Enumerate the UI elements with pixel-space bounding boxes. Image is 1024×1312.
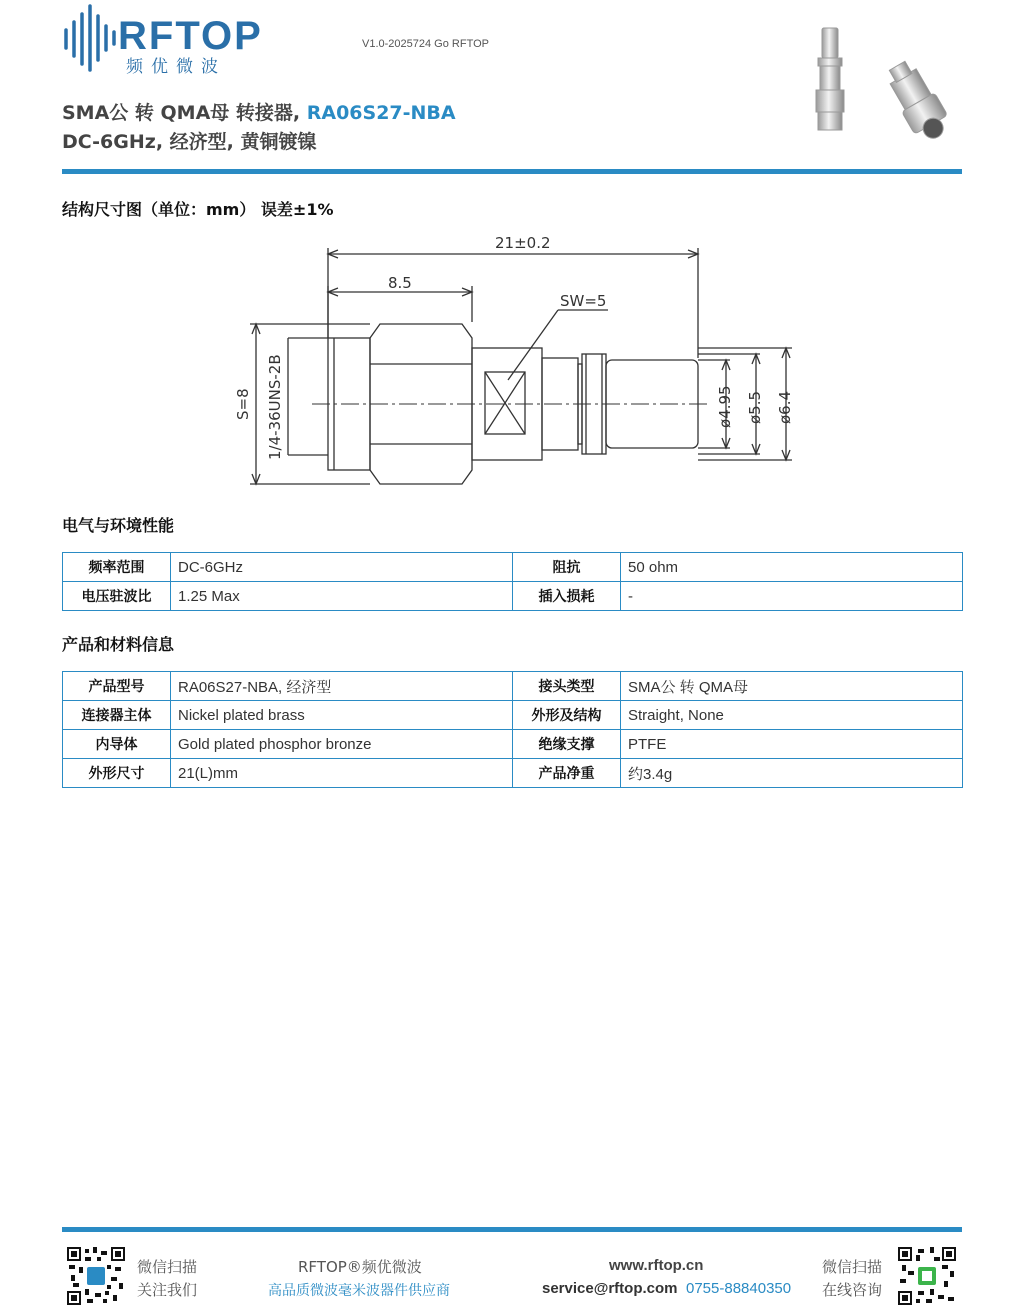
spec-value: Gold plated phosphor bronze	[171, 730, 513, 759]
dimension-drawing	[230, 230, 800, 490]
footer-company: RFTOP®频优微波	[298, 1258, 422, 1276]
section-title-electrical: 电气与环境性能	[62, 516, 175, 535]
footer-wechat-scan-right: 微信扫描	[822, 1258, 883, 1276]
brand-name: RFTOP	[118, 14, 263, 58]
table-row	[63, 730, 963, 759]
spec-value: 21(L)mm	[171, 759, 513, 788]
qr-code-icon[interactable]	[67, 1247, 125, 1305]
spec-value: RA06S27-NBA, 经济型	[171, 672, 513, 701]
spec-key: 产品净重	[513, 759, 621, 788]
product-title	[62, 98, 456, 125]
table-row	[63, 701, 963, 730]
part-number: RA06S27-NBA	[306, 102, 456, 124]
spec-value: SMA公 转 QMA母	[621, 672, 963, 701]
section-title-material: 产品和材料信息	[62, 635, 175, 654]
table-row	[63, 582, 963, 611]
thread-spec-label: 1/4-36UNS-2B	[266, 354, 284, 460]
product-subtitle: DC-6GHz, 经济型, 黄铜镀镍	[62, 131, 317, 153]
footer-consult: 在线咨询	[822, 1281, 883, 1299]
electrical-spec-table	[62, 552, 963, 611]
diameter-2-label: ø5.5	[746, 390, 764, 424]
spec-value: 50 ohm	[621, 553, 963, 582]
spec-key: 电压驻波比	[63, 582, 171, 611]
section-title-dimensions: 结构尺寸图（单位：mm） 误差±1%	[62, 200, 334, 219]
spec-value: Nickel plated brass	[171, 701, 513, 730]
product-photo	[798, 20, 964, 140]
overall-length-label: 21±0.2	[495, 234, 551, 252]
footer-wechat-scan-left: 微信扫描	[137, 1258, 198, 1276]
diameter-1-label: ø4.95	[716, 385, 734, 428]
spec-value: 约3.4g	[621, 759, 963, 788]
sma-length-label: 8.5	[388, 274, 412, 292]
material-spec-table	[62, 671, 963, 788]
spec-key: 阻抗	[513, 553, 621, 582]
qr-code-icon[interactable]	[898, 1247, 956, 1305]
rftop-logo-icon	[62, 2, 118, 72]
table-row	[63, 759, 963, 788]
brand-subtitle: 频优微波	[126, 57, 226, 77]
table-row	[63, 672, 963, 701]
version-label: V1.0-2025724 Go RFTOP	[362, 38, 489, 50]
spec-key: 接头类型	[513, 672, 621, 701]
hex-size-label: S=8	[234, 388, 252, 420]
footer-website-link[interactable]: www.rftop.cn	[609, 1257, 704, 1274]
header-divider	[62, 169, 962, 174]
footer-follow-us: 关注我们	[137, 1281, 198, 1299]
footer-divider	[62, 1227, 962, 1232]
spec-key: 插入损耗	[513, 582, 621, 611]
wrench-size-label: SW=5	[560, 292, 607, 310]
spec-key: 产品型号	[63, 672, 171, 701]
diameter-3-label: ø6.4	[776, 390, 794, 424]
product-title-text: SMA公 转 QMA母 转接器,	[62, 102, 307, 124]
spec-value: 1.25 Max	[171, 582, 513, 611]
footer-phone[interactable]: 0755-88840350	[686, 1280, 792, 1297]
spec-key: 外形及结构	[513, 701, 621, 730]
footer-email-link[interactable]: service@rftop.com	[542, 1280, 678, 1297]
spec-key: 外形尺寸	[63, 759, 171, 788]
spec-value: -	[621, 582, 963, 611]
spec-value: Straight, None	[621, 701, 963, 730]
spec-key: 绝缘支撑	[513, 730, 621, 759]
table-row	[63, 553, 963, 582]
spec-value: PTFE	[621, 730, 963, 759]
spec-key: 连接器主体	[63, 701, 171, 730]
spec-key: 内导体	[63, 730, 171, 759]
footer-slogan: 高品质微波毫米波器件供应商	[268, 1283, 450, 1299]
spec-value: DC-6GHz	[171, 553, 513, 582]
spec-key: 频率范围	[63, 553, 171, 582]
